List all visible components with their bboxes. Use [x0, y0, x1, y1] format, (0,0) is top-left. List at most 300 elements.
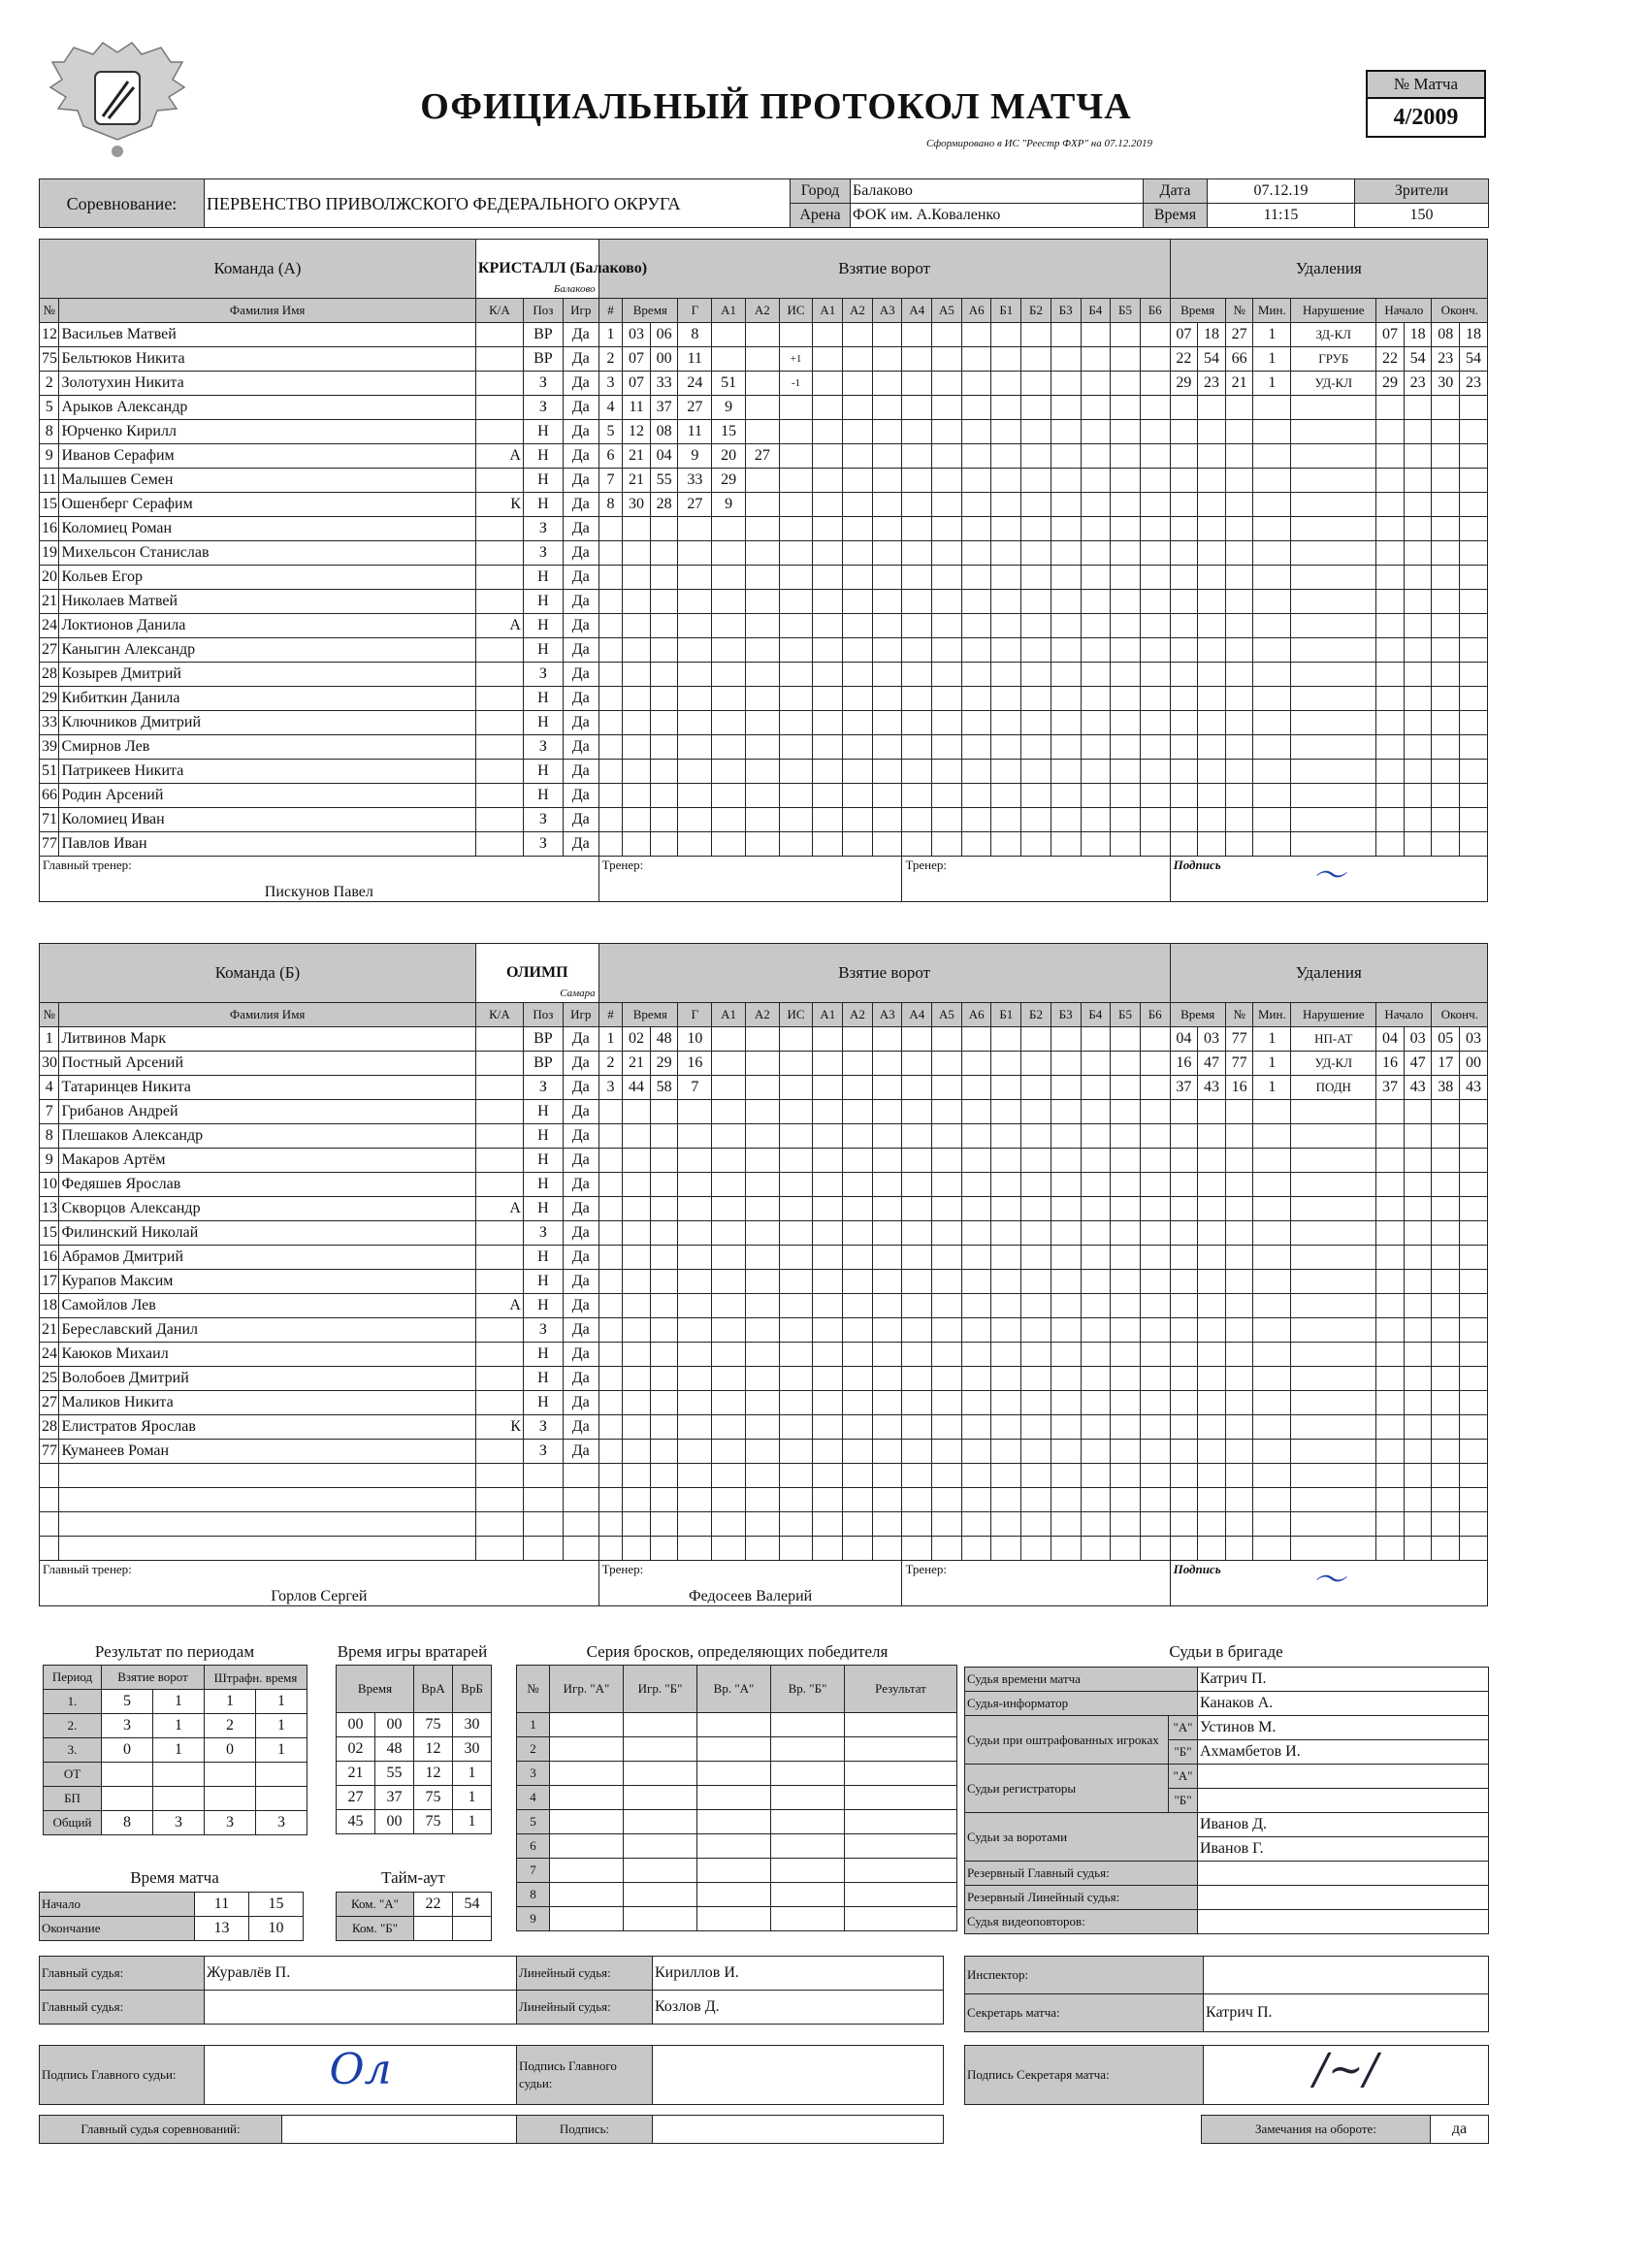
player-name: Арыков Александр — [59, 396, 475, 420]
penalty-sss — [1404, 1343, 1432, 1367]
penalty-smm: 07 — [1376, 323, 1405, 347]
player-name: Татаринцев Никита — [59, 1076, 475, 1100]
goal-seconds: 58 — [650, 1076, 678, 1100]
line-player-cell — [1140, 323, 1170, 347]
player-name: Куманеев Роман — [59, 1440, 475, 1464]
penalty-ess — [1460, 687, 1488, 711]
player-position: З — [523, 832, 563, 857]
player-name: Родин Арсений — [59, 784, 475, 808]
timeout-b-seconds — [453, 1917, 492, 1941]
penalty-ess — [1460, 1415, 1488, 1440]
goal-assist-1: 20 — [712, 444, 746, 469]
line-player-cell — [961, 663, 991, 687]
col-header-line-11: Б5 — [1111, 1003, 1141, 1027]
line-player-cell — [872, 808, 902, 832]
goal-situation — [779, 1221, 813, 1246]
penalty-smm — [1376, 1294, 1405, 1318]
penalty-mm — [1170, 1367, 1198, 1391]
periods-table — [43, 1665, 307, 1835]
penalty-sss — [1404, 760, 1432, 784]
coach-2-name: Федосеев Валерий — [688, 1588, 813, 1604]
goal-seconds — [650, 1440, 678, 1464]
line-player-cell — [813, 1294, 843, 1318]
line-player-cell — [902, 1440, 932, 1464]
player-position: Н — [523, 614, 563, 638]
team-city: Балаково — [553, 283, 596, 295]
penalty-mm — [1170, 493, 1198, 517]
line-player-cell — [1081, 760, 1111, 784]
line-player-cell — [1140, 1149, 1170, 1173]
line-player-cell — [1051, 1100, 1081, 1124]
line-player-cell — [991, 541, 1021, 566]
line-player-cell — [1051, 1197, 1081, 1221]
player-played: Да — [563, 1246, 598, 1270]
penalty-ess — [1460, 638, 1488, 663]
penalty-ss: 03 — [1198, 1027, 1226, 1052]
line-player-cell — [932, 1537, 962, 1561]
line-player-cell — [1021, 735, 1051, 760]
player-played: Да — [563, 444, 598, 469]
penalty-sss — [1404, 590, 1432, 614]
player-role — [475, 1246, 523, 1270]
penalty-ss — [1198, 566, 1226, 590]
penalty-emm: 30 — [1432, 372, 1460, 396]
penalty-min — [1253, 1318, 1291, 1343]
penalty-min — [1253, 638, 1291, 663]
goal-situation — [779, 711, 813, 735]
shootout-cell — [624, 1810, 697, 1834]
goal-situation — [779, 444, 813, 469]
penalty-sss — [1404, 735, 1432, 760]
penalty-no: 27 — [1225, 323, 1253, 347]
line-player-cell — [1140, 1488, 1170, 1512]
line-player-cell — [1081, 1246, 1111, 1270]
line-player-cell — [1021, 1052, 1051, 1076]
penalty-emm — [1432, 735, 1460, 760]
goal-minutes — [623, 1343, 651, 1367]
player-position: Н — [523, 590, 563, 614]
player-row — [40, 663, 1488, 687]
goal-minutes — [623, 1488, 651, 1512]
match-start-hours: 11 — [195, 1893, 249, 1917]
periods-header-goals: Взятие ворот — [102, 1666, 205, 1690]
penalty-ss: 43 — [1198, 1076, 1226, 1100]
line-player-cell — [1111, 735, 1141, 760]
line-player-cell — [961, 735, 991, 760]
penalty-sss — [1404, 663, 1432, 687]
player-number: 9 — [40, 444, 59, 469]
officials-table — [964, 1667, 1489, 1934]
penalties-header: Удаления — [1170, 944, 1487, 1003]
line-player-cell — [902, 1318, 932, 1343]
penalty-sss — [1404, 638, 1432, 663]
head-coach-name: Пискунов Павел — [264, 884, 373, 900]
penalty-smm — [1376, 711, 1405, 735]
line-player-cell — [872, 614, 902, 638]
goal-assist-1: 29 — [712, 469, 746, 493]
line-player-cell — [813, 590, 843, 614]
goal-situation — [779, 735, 813, 760]
shootout-cell — [624, 1883, 697, 1907]
penalty-emm: 23 — [1432, 347, 1460, 372]
goalie-b: 1 — [453, 1810, 492, 1834]
goal-minutes — [623, 1100, 651, 1124]
player-number: 9 — [40, 1149, 59, 1173]
period-pen-b — [256, 1763, 307, 1787]
shootout-cell — [697, 1834, 771, 1859]
line-player-cell — [1081, 711, 1111, 735]
goal-assist-1: 51 — [712, 372, 746, 396]
date-label: Дата — [1144, 179, 1208, 204]
player-number: 27 — [40, 1391, 59, 1415]
penalty-mm — [1170, 420, 1198, 444]
line-player-cell — [1140, 1246, 1170, 1270]
player-number: 28 — [40, 1415, 59, 1440]
goal-seconds — [650, 1246, 678, 1270]
line-player-cell — [843, 663, 873, 687]
line-player-cell — [932, 687, 962, 711]
goalies-header-time: Время — [337, 1666, 414, 1713]
penalty-no — [1225, 517, 1253, 541]
player-played: Да — [563, 808, 598, 832]
line-player-cell — [961, 1391, 991, 1415]
line-player-cell — [991, 347, 1021, 372]
goal-assist-2 — [745, 323, 779, 347]
player-row — [40, 1367, 1488, 1391]
goal-situation — [779, 1440, 813, 1464]
penalty-no — [1225, 832, 1253, 857]
penalty-emm — [1432, 1440, 1460, 1464]
penalty-min — [1253, 784, 1291, 808]
player-number: 21 — [40, 590, 59, 614]
shootout-cell — [550, 1762, 624, 1786]
line-player-cell — [1051, 347, 1081, 372]
line-player-cell — [813, 323, 843, 347]
col-header-line-4: А4 — [902, 1003, 932, 1027]
penalty-code — [1291, 396, 1376, 420]
goal-scorer — [678, 1367, 712, 1391]
goal-situation — [779, 1343, 813, 1367]
line-player-cell — [872, 1149, 902, 1173]
goal-assist-1: 9 — [712, 396, 746, 420]
line-player-cell — [813, 1367, 843, 1391]
handwritten-signature-icon: /~/ — [1313, 2045, 1378, 2094]
period-goals-b: 1 — [153, 1690, 205, 1714]
penalty-code — [1291, 469, 1376, 493]
penalty-code — [1291, 566, 1376, 590]
line-player-cell — [872, 687, 902, 711]
goal-seconds — [650, 784, 678, 808]
penalty-ess — [1460, 1149, 1488, 1173]
line-player-cell — [1021, 493, 1051, 517]
penalty-no — [1225, 1318, 1253, 1343]
player-number: 7 — [40, 1100, 59, 1124]
line-player-cell — [1140, 1173, 1170, 1197]
shootout-cell — [845, 1859, 957, 1883]
goal-scorer: 11 — [678, 420, 712, 444]
line-player-cell — [932, 711, 962, 735]
col-header-hash: # — [598, 299, 623, 323]
line-player-cell — [872, 1391, 902, 1415]
penalty-smm — [1376, 663, 1405, 687]
player-row — [40, 1173, 1488, 1197]
player-number: 10 — [40, 1173, 59, 1197]
competition-label: Соревнование: — [40, 179, 205, 228]
goal-assist-1 — [712, 1100, 746, 1124]
goal-scorer — [678, 1124, 712, 1149]
line-player-cell — [991, 396, 1021, 420]
line-player-cell — [1140, 832, 1170, 857]
goal-seconds — [650, 1270, 678, 1294]
penalty-ess: 18 — [1460, 323, 1488, 347]
shootout-cell — [697, 1713, 771, 1737]
goal-assist-2 — [745, 1052, 779, 1076]
line-player-cell — [961, 444, 991, 469]
line-player-cell — [932, 1270, 962, 1294]
goal-number — [598, 1440, 623, 1464]
line-player-cell — [813, 1318, 843, 1343]
penalty-sss — [1404, 1246, 1432, 1270]
line-player-cell — [1081, 1149, 1111, 1173]
player-number: 77 — [40, 1440, 59, 1464]
penalty-ss — [1198, 590, 1226, 614]
player-number: 51 — [40, 760, 59, 784]
goal-situation — [779, 1464, 813, 1488]
shootout-cell — [845, 1907, 957, 1931]
line-player-cell — [872, 638, 902, 663]
penalty-code — [1291, 1488, 1376, 1512]
goal-situation — [779, 614, 813, 638]
line-player-cell — [1051, 663, 1081, 687]
player-number: 33 — [40, 711, 59, 735]
penalty-emm — [1432, 444, 1460, 469]
player-row — [40, 1488, 1488, 1512]
line-player-cell — [932, 517, 962, 541]
goal-minutes: 07 — [623, 347, 651, 372]
line-player-cell — [872, 590, 902, 614]
shootout-cell — [771, 1883, 845, 1907]
line-player-cell — [902, 735, 932, 760]
penalty-emm — [1432, 1270, 1460, 1294]
coach-signature-cell — [1170, 857, 1487, 902]
line-player-cell — [991, 1052, 1021, 1076]
penalty-ss — [1198, 396, 1226, 420]
penalty-ess — [1460, 1270, 1488, 1294]
player-number: 5 — [40, 396, 59, 420]
col-header-ka: К/А — [475, 299, 523, 323]
line-player-cell — [961, 1415, 991, 1440]
player-role — [475, 1076, 523, 1100]
line-player-cell — [843, 784, 873, 808]
line-player-cell — [813, 760, 843, 784]
penalty-smm — [1376, 808, 1405, 832]
line-player-cell — [843, 1076, 873, 1100]
penalty-ess — [1460, 1488, 1488, 1512]
secretary-signature-label: Подпись Секретаря матча: — [965, 2046, 1204, 2105]
penalty-min — [1253, 1343, 1291, 1367]
penalty-mm — [1170, 760, 1198, 784]
penalty-sss — [1404, 420, 1432, 444]
penalty-no: 77 — [1225, 1052, 1253, 1076]
line-player-cell — [1081, 735, 1111, 760]
player-role — [475, 663, 523, 687]
player-position: З — [523, 372, 563, 396]
penalty-min — [1253, 1221, 1291, 1246]
player-number: 71 — [40, 808, 59, 832]
line-player-cell — [991, 638, 1021, 663]
timeout-a-seconds: 54 — [453, 1893, 492, 1917]
goal-minutes — [623, 1512, 651, 1537]
period-pen-a: 0 — [205, 1738, 256, 1763]
period-goals-b: 1 — [153, 1714, 205, 1738]
goal-seconds: 48 — [650, 1027, 678, 1052]
penalty-mm — [1170, 541, 1198, 566]
penalty-no — [1225, 638, 1253, 663]
line-player-cell — [932, 1052, 962, 1076]
line-player-cell — [843, 735, 873, 760]
player-row — [40, 1124, 1488, 1149]
goal-scorer — [678, 1246, 712, 1270]
goal-situation — [779, 1052, 813, 1076]
line-player-cell — [872, 1537, 902, 1561]
penalty-ess — [1460, 1343, 1488, 1367]
line-player-cell — [902, 1149, 932, 1173]
penalty-sss — [1404, 1464, 1432, 1488]
penalty-emm — [1432, 1100, 1460, 1124]
line-player-cell — [1081, 1488, 1111, 1512]
penalty-sss — [1404, 1415, 1432, 1440]
penalty-min — [1253, 1149, 1291, 1173]
penalty-smm — [1376, 566, 1405, 590]
player-name: Федяшев Ярослав — [59, 1173, 475, 1197]
penalty-mm — [1170, 1488, 1198, 1512]
player-position: Н — [523, 638, 563, 663]
penalty-smm — [1376, 832, 1405, 857]
penalty-ss — [1198, 663, 1226, 687]
secretary-signature — [1204, 2046, 1489, 2105]
shootout-cell — [624, 1762, 697, 1786]
line-player-cell — [961, 1488, 991, 1512]
period-pen-b: 1 — [256, 1690, 307, 1714]
goal-assist-2 — [745, 1391, 779, 1415]
goal-scorer: 11 — [678, 347, 712, 372]
player-number: 16 — [40, 517, 59, 541]
penalty-emm — [1432, 1221, 1460, 1246]
period-goals-a — [102, 1787, 153, 1811]
line-player-cell — [813, 1076, 843, 1100]
shootout-cell — [550, 1737, 624, 1762]
penalty-code — [1291, 1343, 1376, 1367]
penalty-min — [1253, 663, 1291, 687]
penalty-code — [1291, 760, 1376, 784]
team-city: Самара — [560, 988, 596, 999]
period-goals-a: 0 — [102, 1738, 153, 1763]
line-player-cell — [1140, 1270, 1170, 1294]
period-goals-b — [153, 1787, 205, 1811]
penalty-sss — [1404, 444, 1432, 469]
line-player-cell — [902, 372, 932, 396]
player-role — [475, 396, 523, 420]
periods-header-penalty: Штрафн. время — [205, 1666, 307, 1690]
line-player-cell — [991, 1440, 1021, 1464]
penalty-mm — [1170, 1391, 1198, 1415]
goal-scorer: 10 — [678, 1027, 712, 1052]
line-player-cell — [1081, 1076, 1111, 1100]
col-header-line-9: Б3 — [1051, 299, 1081, 323]
spectators-label: Зрители — [1355, 179, 1489, 204]
secretary-signature-table — [964, 2045, 1489, 2105]
col-header-pen-min: Мин. — [1253, 1003, 1291, 1027]
line-player-cell — [1140, 687, 1170, 711]
col-header-line-6: А6 — [961, 299, 991, 323]
official-penbox-label: Судьи при оштрафованных игроках — [965, 1716, 1169, 1765]
goal-minutes: 21 — [623, 469, 651, 493]
line-player-cell — [961, 566, 991, 590]
goal-seconds: 00 — [650, 347, 678, 372]
player-number: 15 — [40, 493, 59, 517]
penalty-no — [1225, 396, 1253, 420]
line-player-cell — [1081, 444, 1111, 469]
player-role — [475, 1537, 523, 1561]
goal-assist-1: 9 — [712, 493, 746, 517]
line-player-cell — [1111, 832, 1141, 857]
goal-assist-2 — [745, 420, 779, 444]
line-player-cell — [961, 1343, 991, 1367]
goal-number — [598, 1149, 623, 1173]
penalty-sss — [1404, 1100, 1432, 1124]
line-player-cell — [813, 1391, 843, 1415]
player-played: Да — [563, 420, 598, 444]
penalty-min — [1253, 420, 1291, 444]
head-coach-cell — [40, 1561, 599, 1606]
penalty-no — [1225, 1246, 1253, 1270]
goal-scorer — [678, 638, 712, 663]
penalty-smm — [1376, 760, 1405, 784]
line-player-cell — [902, 808, 932, 832]
line-player-cell — [813, 1270, 843, 1294]
goal-number — [598, 541, 623, 566]
penalty-no — [1225, 784, 1253, 808]
penalty-sss — [1404, 711, 1432, 735]
goal-situation — [779, 566, 813, 590]
player-role — [475, 687, 523, 711]
line-player-cell — [902, 1221, 932, 1246]
goalie-row — [337, 1737, 492, 1762]
line-player-cell — [961, 493, 991, 517]
line-player-cell — [1021, 1537, 1051, 1561]
col-header-a2: А2 — [745, 299, 779, 323]
col-header-a1: А1 — [712, 1003, 746, 1027]
line-player-cell — [1111, 638, 1141, 663]
line-player-cell — [1021, 1027, 1051, 1052]
penalty-ss — [1198, 832, 1226, 857]
player-played — [563, 1488, 598, 1512]
penalty-ss — [1198, 760, 1226, 784]
penalty-min — [1253, 1537, 1291, 1561]
line-player-cell — [961, 1076, 991, 1100]
player-number: 13 — [40, 1197, 59, 1221]
col-header-is: ИС — [779, 299, 813, 323]
goal-situation — [779, 1512, 813, 1537]
goal-minutes — [623, 1537, 651, 1561]
player-number: 8 — [40, 1124, 59, 1149]
line-player-cell — [902, 517, 932, 541]
player-name: Михельсон Станислав — [59, 541, 475, 566]
goal-assist-2 — [745, 396, 779, 420]
line-player-cell — [872, 1076, 902, 1100]
official-video — [1198, 1910, 1489, 1934]
line-player-cell — [872, 347, 902, 372]
